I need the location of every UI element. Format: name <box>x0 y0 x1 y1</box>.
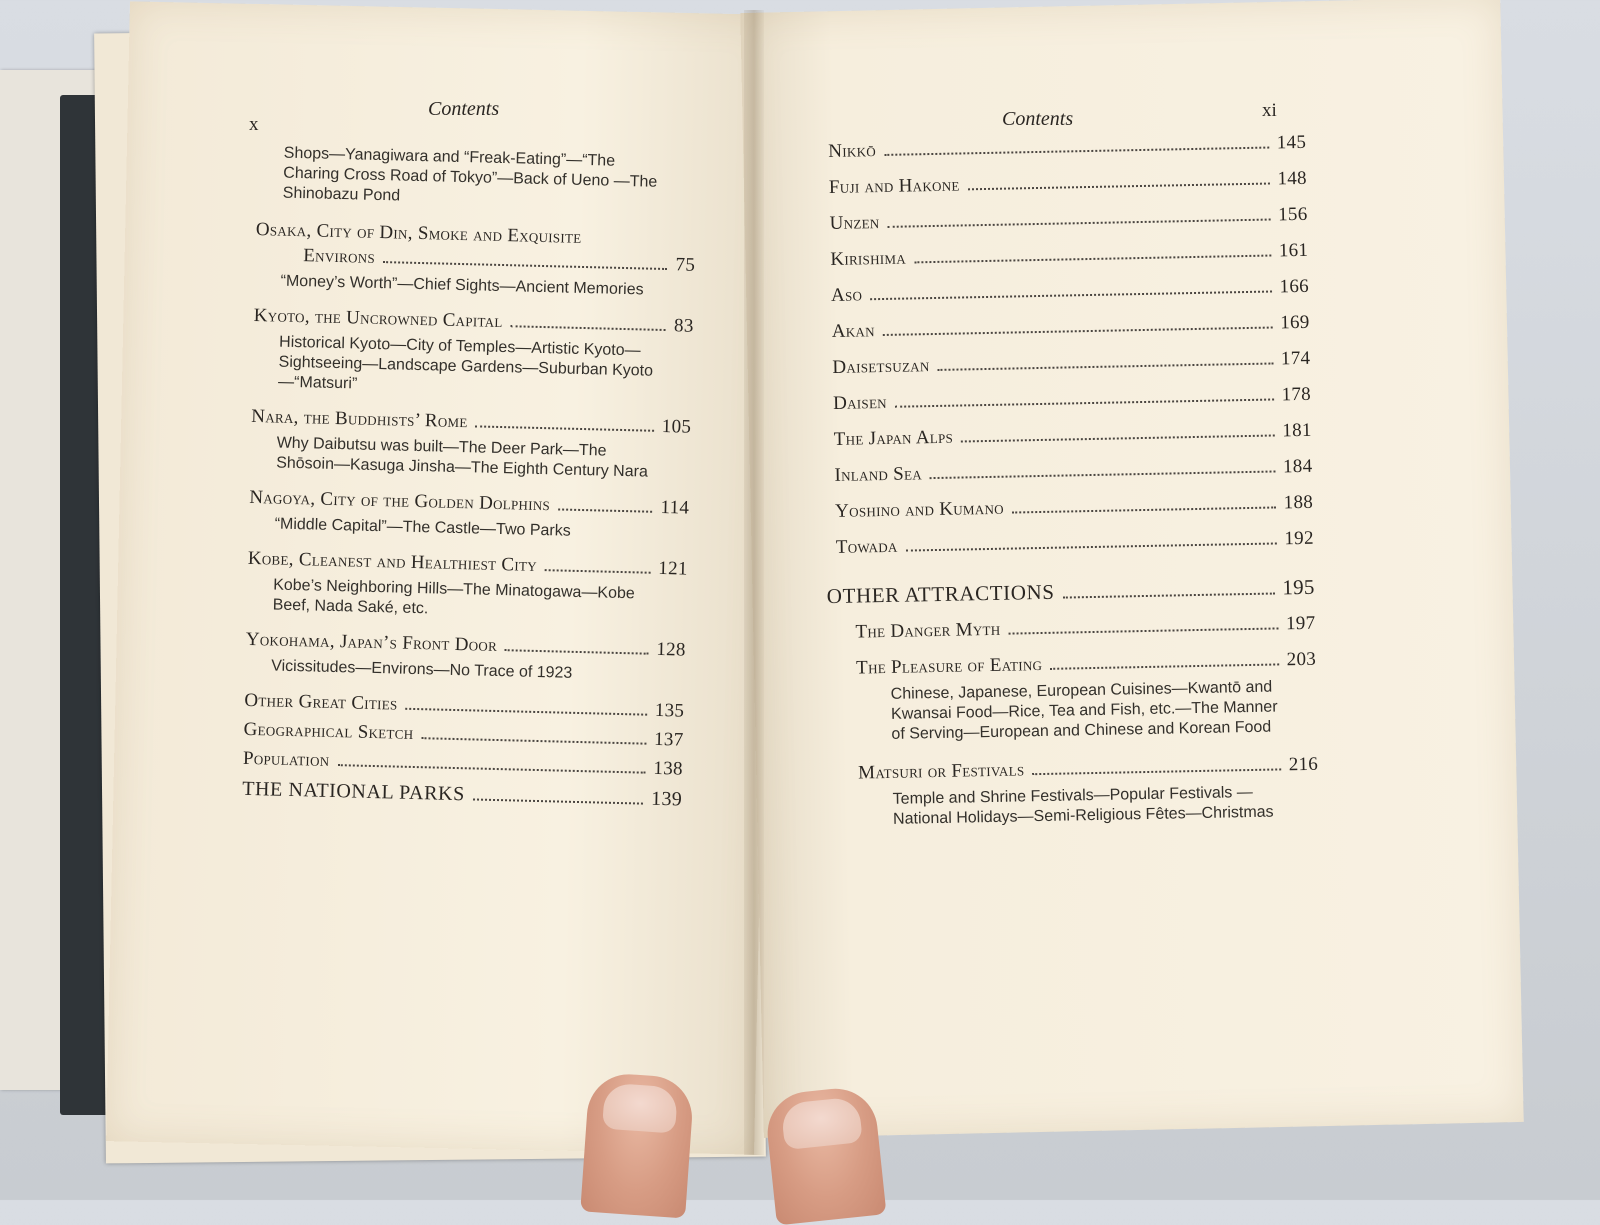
toc-entry-title: Aso <box>830 284 863 306</box>
thumb-nail <box>780 1096 862 1150</box>
toc-entry <box>834 453 1312 489</box>
toc-entry-title: Nikkō <box>828 140 877 162</box>
toc-entry-page: 178 <box>1281 383 1312 406</box>
dot-leader <box>558 508 652 512</box>
dot-leader <box>383 261 668 270</box>
dot-leader <box>914 255 1271 264</box>
toc-entry-title: The Japan Alps <box>833 426 954 450</box>
toc-entry-page: 181 <box>1282 419 1312 442</box>
toc-entry-subtopics: Historical Kyoto—City of Temples—Artistic Kyoto—Sightseeing—Landscape Gardens—Suburban Kyoto—“Matsuri” <box>277 333 654 393</box>
toc-entry-page: 216 <box>1288 753 1319 776</box>
toc-entry-page: 105 <box>661 415 692 438</box>
dot-leader <box>1050 663 1279 669</box>
toc-entry-subtopics: Chinese, Japanese, European Cuisines—Kwantō and Kwansai Food—Rice, Tea and Fish, etc.—The Manner of Serving—European and Chinese and Korean Food <box>890 678 1278 743</box>
toc-entry-title: Nara, the Buddhists’ Rome <box>251 405 468 433</box>
dot-leader <box>968 183 1270 191</box>
toc-entry <box>246 546 688 626</box>
toc-entry <box>830 237 1308 273</box>
toc-entry-title: Kirishima <box>830 247 907 270</box>
thumb-nail <box>602 1083 678 1134</box>
toc-entry-page: 138 <box>653 757 684 780</box>
toc-part-heading <box>242 777 682 813</box>
dot-leader <box>1063 593 1275 599</box>
dot-leader <box>1032 768 1280 775</box>
dot-leader <box>545 569 650 574</box>
toc-entry-title: Akan <box>831 320 876 342</box>
right-thumb <box>764 1085 887 1225</box>
dot-leader <box>883 327 1272 336</box>
dot-leader <box>870 291 1271 301</box>
toc-entry <box>832 345 1310 381</box>
left-toc <box>242 143 698 825</box>
dot-leader <box>906 542 1277 551</box>
toc-entry <box>840 751 1319 831</box>
toc-section-title: OTHER ATTRACTIONS <box>826 579 1055 609</box>
toc-entry-page: 83 <box>673 315 694 337</box>
toc-entry <box>254 217 696 302</box>
toc-entry-page: 137 <box>653 728 684 751</box>
toc-entry-page: 145 <box>1276 131 1307 154</box>
toc-entry <box>248 485 689 545</box>
right-folio: xi <box>1262 100 1277 121</box>
toc-entry-page: 161 <box>1278 239 1309 262</box>
toc-entry-subtopics: Kobe’s Neighboring Hills—The Minatogawa—Kobe Beef, Nada Saké, etc. <box>272 576 635 618</box>
toc-entry <box>837 610 1315 646</box>
toc-entry-page: 75 <box>675 254 696 276</box>
toc-entry-title: Other Great Cities <box>244 689 398 715</box>
toc-entry-page: 135 <box>654 699 685 722</box>
dot-leader <box>938 362 1273 370</box>
toc-entry-title: Kyoto, the Uncrowned Capital <box>253 304 503 333</box>
right-toc <box>828 129 1319 840</box>
toc-entry <box>834 417 1312 453</box>
toc-entry-page: 156 <box>1277 203 1308 226</box>
toc-entry-page: 174 <box>1280 347 1311 370</box>
toc-entry-subtopics: Why Daibutsu was built—The Deer Park—The Shōsoin—Kasuga Jinsha—The Eighth Century Nara <box>275 434 649 481</box>
toc-continuation <box>257 143 698 214</box>
toc-entry <box>829 165 1307 201</box>
toc-entry-title: Unzen <box>829 212 880 234</box>
toc-entry-page: 139 <box>650 787 683 811</box>
toc-entry-subtopics: Temple and Shrine Festivals—Popular Festivals —National Holidays—Semi-Religious Fêtes—Christmas <box>892 783 1274 828</box>
toc-entry-title: Nagoya, City of the Golden Dolphins <box>249 486 551 516</box>
toc-entry-title: Daisetsuzan <box>832 355 930 378</box>
toc-entry-page: 184 <box>1282 455 1313 478</box>
toc-entry-page: 169 <box>1280 311 1310 334</box>
dot-leader <box>1009 627 1279 634</box>
dot-leader <box>421 737 646 744</box>
dot-leader <box>511 325 666 331</box>
toc-entry <box>836 525 1314 561</box>
toc-entry-title: Geographical Sketch <box>243 718 414 744</box>
toc-entry <box>838 646 1318 746</box>
toc-part-heading <box>827 574 1315 610</box>
toc-entry-title: Yokohama, Japan’s Front Door <box>245 628 498 656</box>
toc-entry <box>252 303 694 403</box>
toc-entry-page: 197 <box>1285 612 1316 635</box>
toc-entry-page: 121 <box>658 557 688 580</box>
toc-entry-page: 203 <box>1286 648 1317 671</box>
toc-entry-page: 166 <box>1279 275 1310 298</box>
toc-entry-subtopics: “Middle Capital”—The Castle—Two Parks <box>274 515 571 540</box>
toc-entry-title: Fuji and Hakone <box>828 174 960 198</box>
toc-entry-page: 128 <box>656 638 686 661</box>
toc-entry-title: Inland Sea <box>834 463 923 486</box>
right-running-head: Contents <box>1002 108 1074 130</box>
toc-entry-title: THE NATIONAL PARKS <box>241 777 466 806</box>
toc-entry <box>250 404 692 484</box>
toc-section-page: 195 <box>1282 574 1315 600</box>
toc-entry-subtopics: “Money’s Worth”—Chief Sights—Ancient Memories <box>280 272 644 299</box>
toc-entry-title: The Pleasure of Eating <box>855 653 1043 679</box>
toc-entry <box>245 627 686 687</box>
toc-entry-page: 114 <box>660 496 690 519</box>
toc-entry-title: Population <box>242 747 330 771</box>
toc-entry-title-continued: Environs <box>303 245 376 268</box>
toc-entry <box>835 489 1313 525</box>
toc-entry-subtopics: Vicissitudes—Environs—No Trace of 1923 <box>271 657 573 682</box>
toc-entry-title: Towada <box>835 535 898 558</box>
book-gutter <box>744 10 764 1155</box>
dot-leader <box>1012 506 1276 513</box>
dot-leader <box>895 398 1274 407</box>
toc-entry-title: Osaka, City of Din, Smoke and Exquisite <box>255 218 582 248</box>
dot-leader <box>505 649 648 655</box>
toc-entry-page: 188 <box>1283 491 1314 514</box>
toc-entry-title: Matsuri or Festivals <box>857 759 1025 784</box>
dot-leader <box>405 708 646 716</box>
toc-entry-page: 192 <box>1284 527 1314 550</box>
dot-leader <box>888 219 1271 228</box>
toc-entry-title: The Danger Myth <box>855 618 1001 643</box>
dot-leader <box>884 147 1269 156</box>
toc-entry <box>831 309 1309 345</box>
dot-leader <box>961 434 1274 442</box>
dot-leader <box>337 764 645 774</box>
toc-entry <box>829 201 1307 237</box>
toc-entry-subtopics: Shops—Yanagiwara and “Freak-Eating”—“The Charing Cross Road of Tokyo”—Back of Ueno —The Shinobazu Pond <box>282 144 658 205</box>
dot-leader <box>930 470 1275 479</box>
left-running-head: Contents <box>428 98 500 120</box>
dot-leader <box>473 798 643 804</box>
toc-entry-title: Kobe, Cleanest and Healthiest City <box>247 547 538 576</box>
toc-entry-title: Yoshino and Kumano <box>834 497 1005 522</box>
toc-entry-page: 148 <box>1277 167 1308 190</box>
dot-leader <box>475 425 653 431</box>
toc-entry <box>243 746 683 782</box>
toc-entry-title: Daisen <box>832 391 888 414</box>
toc-entry <box>833 381 1311 417</box>
left-thumb <box>580 1072 695 1219</box>
left-folio: x <box>249 114 259 135</box>
toc-entry <box>831 273 1309 309</box>
